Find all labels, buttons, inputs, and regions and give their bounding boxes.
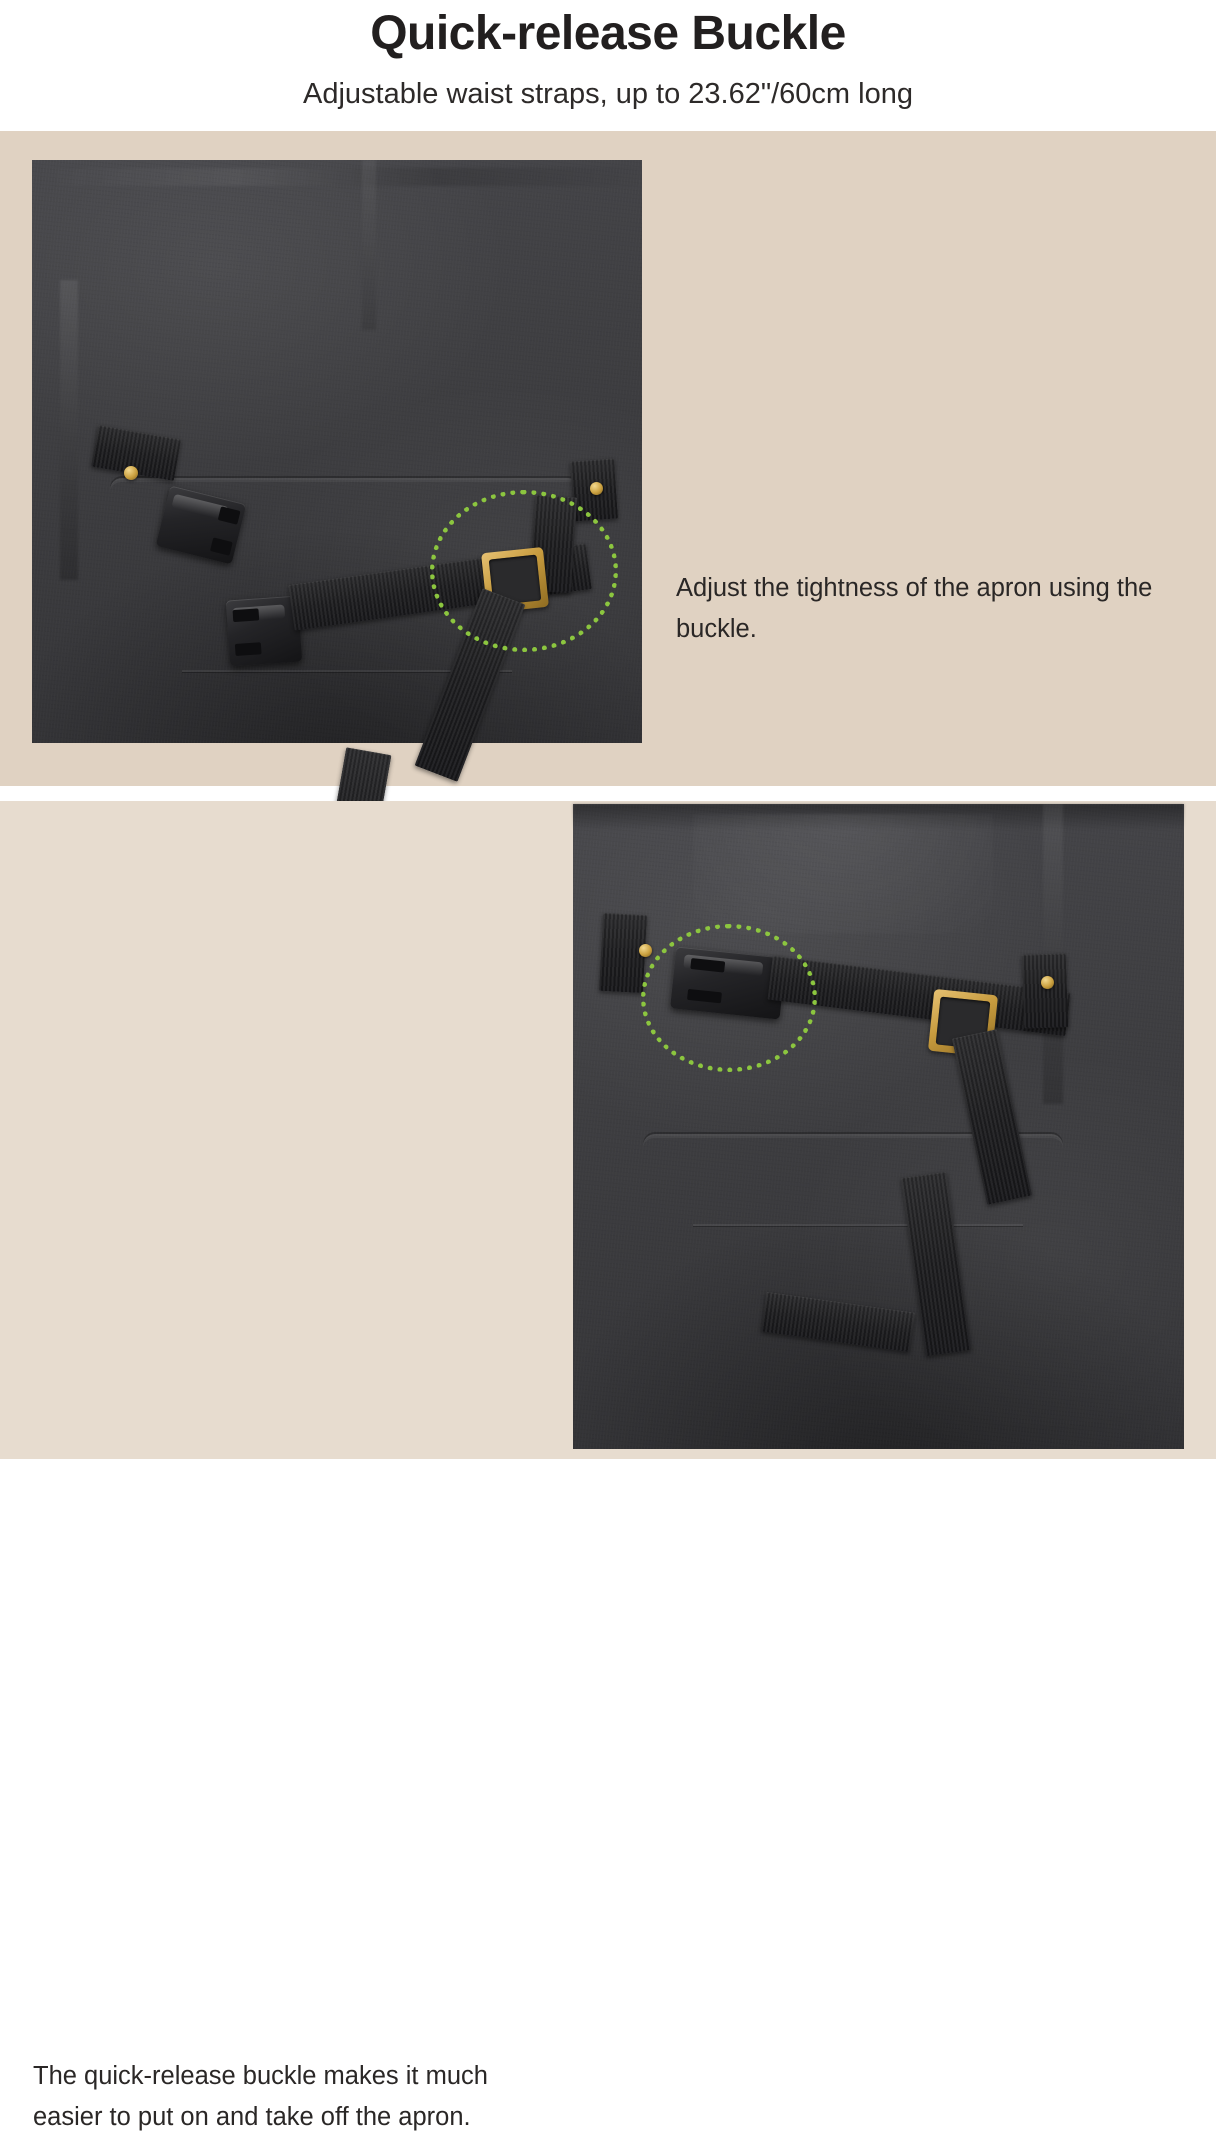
buckle-notch bbox=[218, 506, 241, 524]
buckle-prong-gap bbox=[235, 642, 262, 656]
highlight-ellipse-brass-buckle bbox=[430, 490, 618, 652]
page-title: Quick-release Buckle bbox=[370, 7, 846, 60]
page-subtitle: Adjustable waist straps, up to 23.62"/60cm long bbox=[303, 78, 913, 110]
header bbox=[0, 0, 1216, 114]
brass-rivet bbox=[1041, 976, 1054, 989]
fabric-edge bbox=[60, 280, 78, 580]
buckle-notch bbox=[210, 537, 233, 555]
fabric-crease bbox=[362, 160, 376, 330]
buckle-prong-gap bbox=[232, 608, 259, 622]
fabric-crease bbox=[32, 168, 642, 186]
fabric-crease bbox=[693, 814, 993, 934]
right-strap-tab bbox=[1022, 953, 1069, 1028]
apron-waist-quick-release-buckle-photo bbox=[573, 804, 1184, 1449]
panel-top bbox=[0, 131, 1216, 786]
apron-waist-strap-brass-buckle-photo bbox=[32, 160, 642, 743]
caption-bottom: The quick-release buckle makes it much easier to put on and take off the apron. bbox=[33, 2062, 488, 2131]
pocket-seam bbox=[693, 1224, 1023, 1226]
brass-rivet bbox=[590, 482, 603, 495]
panel-divider bbox=[0, 786, 1216, 801]
brass-rivet bbox=[639, 944, 652, 957]
highlight-ellipse-quick-release-buckle bbox=[641, 924, 817, 1072]
caption-top: Adjust the tightness of the apron using the buckle. bbox=[676, 574, 1153, 643]
brass-rivet bbox=[124, 466, 138, 480]
panel-bottom bbox=[0, 801, 1216, 2131]
